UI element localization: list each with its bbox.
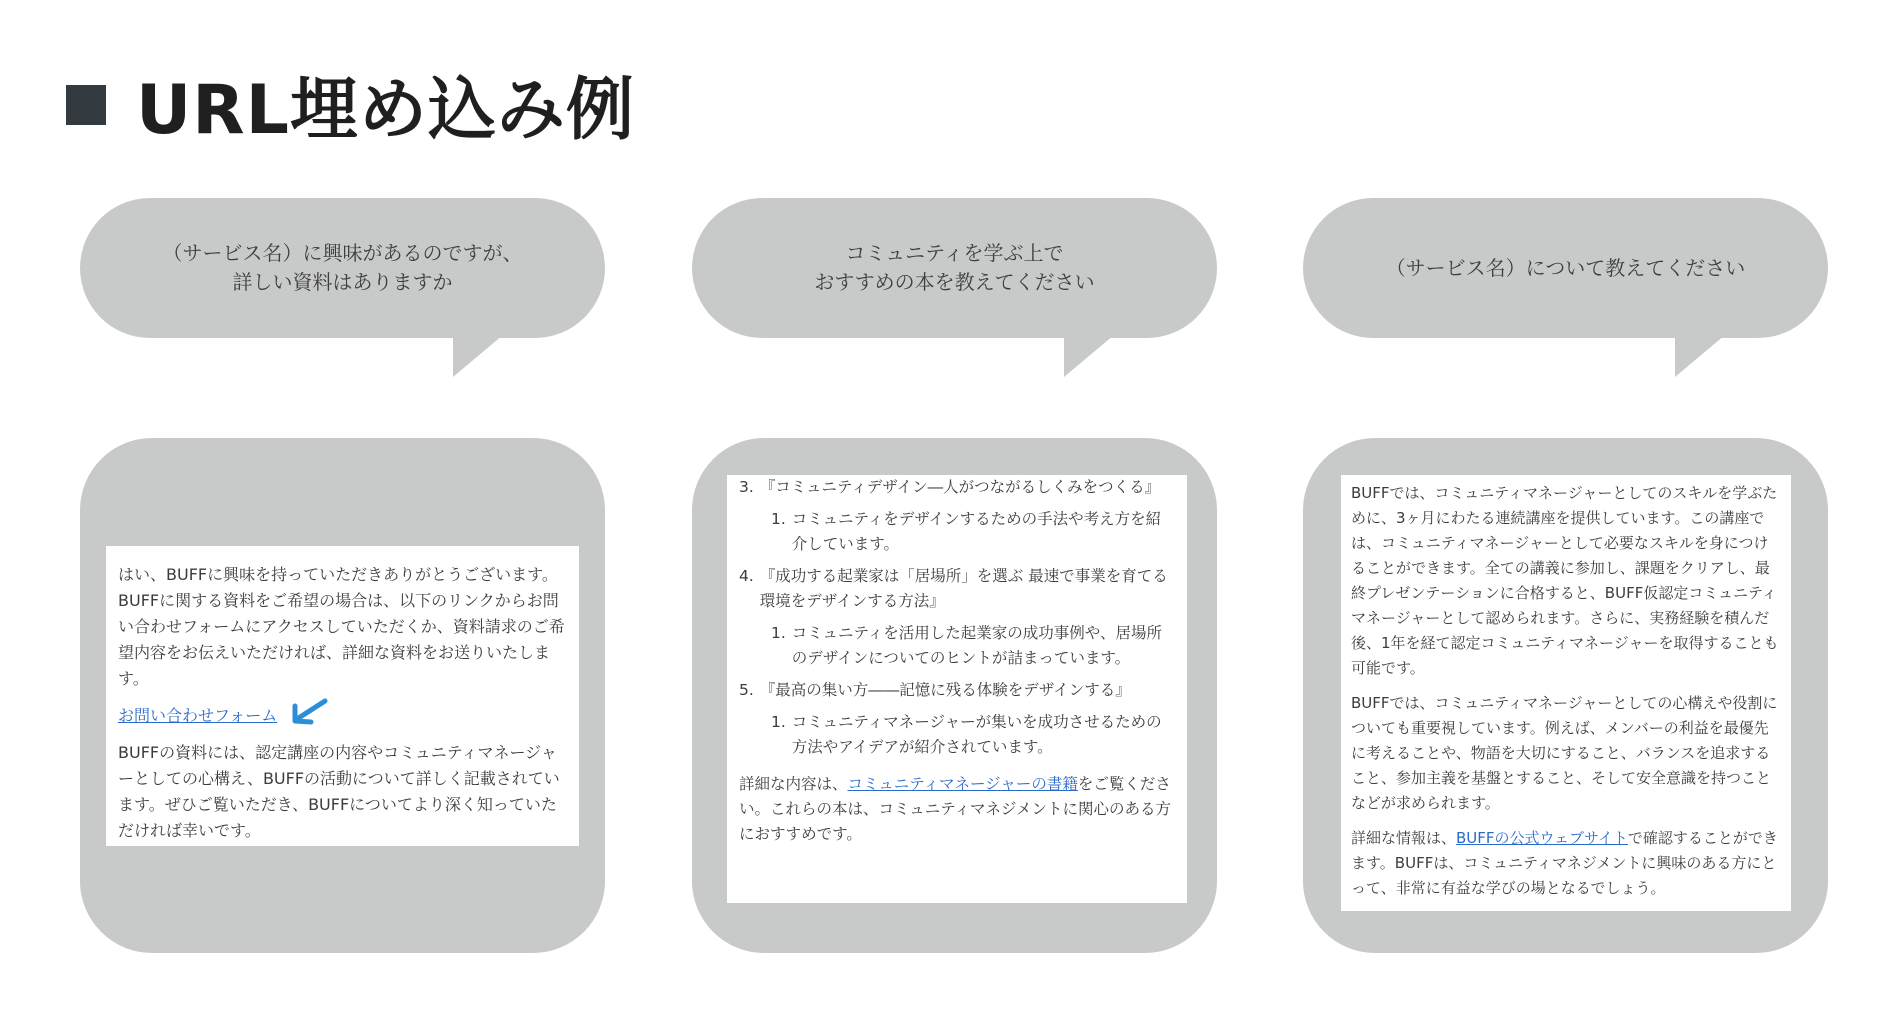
- book-list-item: [739, 678, 1175, 703]
- question-bubble-2: [692, 198, 1217, 338]
- official-website-link[interactable]: BUFFの公式ウェブサイト: [1456, 829, 1628, 847]
- title-square-icon: [66, 85, 106, 125]
- detail-prefix: 詳細な情報は、: [1351, 829, 1457, 847]
- detail-suffix: で確認することができます。BUFFは、コミュニティマネジメントに興味のある方にとって、非常に有益な学びの場となるでしょう。: [1351, 829, 1778, 897]
- answer-paragraph: BUFFでは、コミュニティマネージャーとしてのスキルを学ぶために、3ヶ月にわたる連続講座を提供しています。この講座では、コミュニティマネージャーとして必要なスキルを身につけることができます。全ての講義に参加し、課題をクリアし、最終プレゼンテーションに合格すると、BUFF仮認定コミュニティマネージャーとして認められます。さらに、実務経験を積んだ後、1年を経て認定コミュニティマネージャーを取得することも可能です。: [1351, 484, 1779, 677]
- answer-card-2: [727, 475, 1187, 903]
- book-description: コミュニティマネージャーが集いを成功させるための方法やアイデアが紹介されています。: [791, 713, 1162, 756]
- question-bubble-tail-3: [1675, 335, 1725, 377]
- question-bubble-tail-1: [453, 335, 503, 377]
- question-bubble-3: [1303, 198, 1828, 338]
- book-description: コミュニティを活用した起業家の成功事例や、居場所のデザインについてのヒントが詰まっています。: [791, 624, 1162, 667]
- item-number: 4.: [739, 567, 754, 585]
- detail-paragraph: [1351, 826, 1783, 901]
- book-description: コミュニティをデザインするための手法や考え方を紹介しています。: [791, 510, 1162, 553]
- book-description-item: [739, 621, 1175, 671]
- book-list-item: [739, 564, 1175, 614]
- link-row: [118, 698, 567, 734]
- answer-paragraph: BUFFの資料には、認定講座の内容やコミュニティマネージャーとしての心構え、BUFFの活動について詳しく記載されています。ぜひご覧いただき、BUFFについてより深く知っていただければ幸いです。: [118, 743, 560, 840]
- book-list-item: [739, 475, 1175, 500]
- page-title: URL埋め込み例: [136, 71, 635, 150]
- answer-paragraph: BUFFでは、コミュニティマネージャーとしての心構えや役割についても重要視しています。例えば、メンバーの利益を最優先に考えることや、物語を大切にすること、バランスを追求すること、参加主義を基盤とすること、そして安全意識を持つことなどが求められます。: [1351, 694, 1778, 812]
- item-number: 1.: [771, 713, 786, 731]
- answer-card-3: [1341, 475, 1791, 911]
- question-bubble-1: [80, 198, 605, 338]
- book-description-item: [739, 507, 1175, 557]
- book-description-item: [739, 710, 1175, 760]
- page-title-row: [66, 56, 635, 153]
- answer-card-1: [106, 546, 579, 846]
- item-number: 3.: [739, 478, 754, 496]
- detail-suffix: をご覧ください。これらの本は、コミュニティマネジメントに関心のある方におすすめです。: [739, 775, 1171, 843]
- answer-bubble-3: [1303, 438, 1828, 953]
- question-text-2: コミュニティを学ぶ上で おすすめの本を教えてください: [814, 241, 1095, 294]
- question-text-1: （サービス名）に興味があるのですが、 詳しい資料はありますか: [162, 241, 523, 294]
- arrow-icon: [289, 698, 329, 734]
- book-title: 『成功する起業家は「居場所」を選ぶ 最速で事業を育てる環境をデザインする方法』: [759, 567, 1168, 610]
- book-title: 『コミュニティデザイン―人がつながるしくみをつくる』: [759, 478, 1161, 496]
- detail-paragraph: [739, 772, 1175, 847]
- answer-bubble-1: [80, 438, 605, 953]
- item-number: 1.: [771, 510, 786, 528]
- answer-paragraph: はい、BUFFに興味を持っていただきありがとうございます。BUFFに関する資料をご希望の場合は、以下のリンクからお問い合わせフォームにアクセスしていただくか、資料請求のご希望内容をお伝えいただければ、詳細な資料をお送りいたします。: [118, 565, 565, 688]
- book-title: 『最高の集い方――記憶に残る体験をデザインする』: [759, 681, 1131, 699]
- item-number: 1.: [771, 624, 786, 642]
- contact-form-link[interactable]: お問い合わせフォーム: [118, 706, 278, 725]
- question-bubble-tail-2: [1064, 335, 1114, 377]
- answer-bubble-2: [692, 438, 1217, 953]
- books-link[interactable]: コミュニティマネージャーの書籍: [847, 775, 1078, 793]
- question-text-3: （サービス名）について教えてください: [1385, 255, 1746, 280]
- detail-prefix: 詳細な内容は、: [739, 775, 848, 793]
- item-number: 5.: [739, 681, 754, 699]
